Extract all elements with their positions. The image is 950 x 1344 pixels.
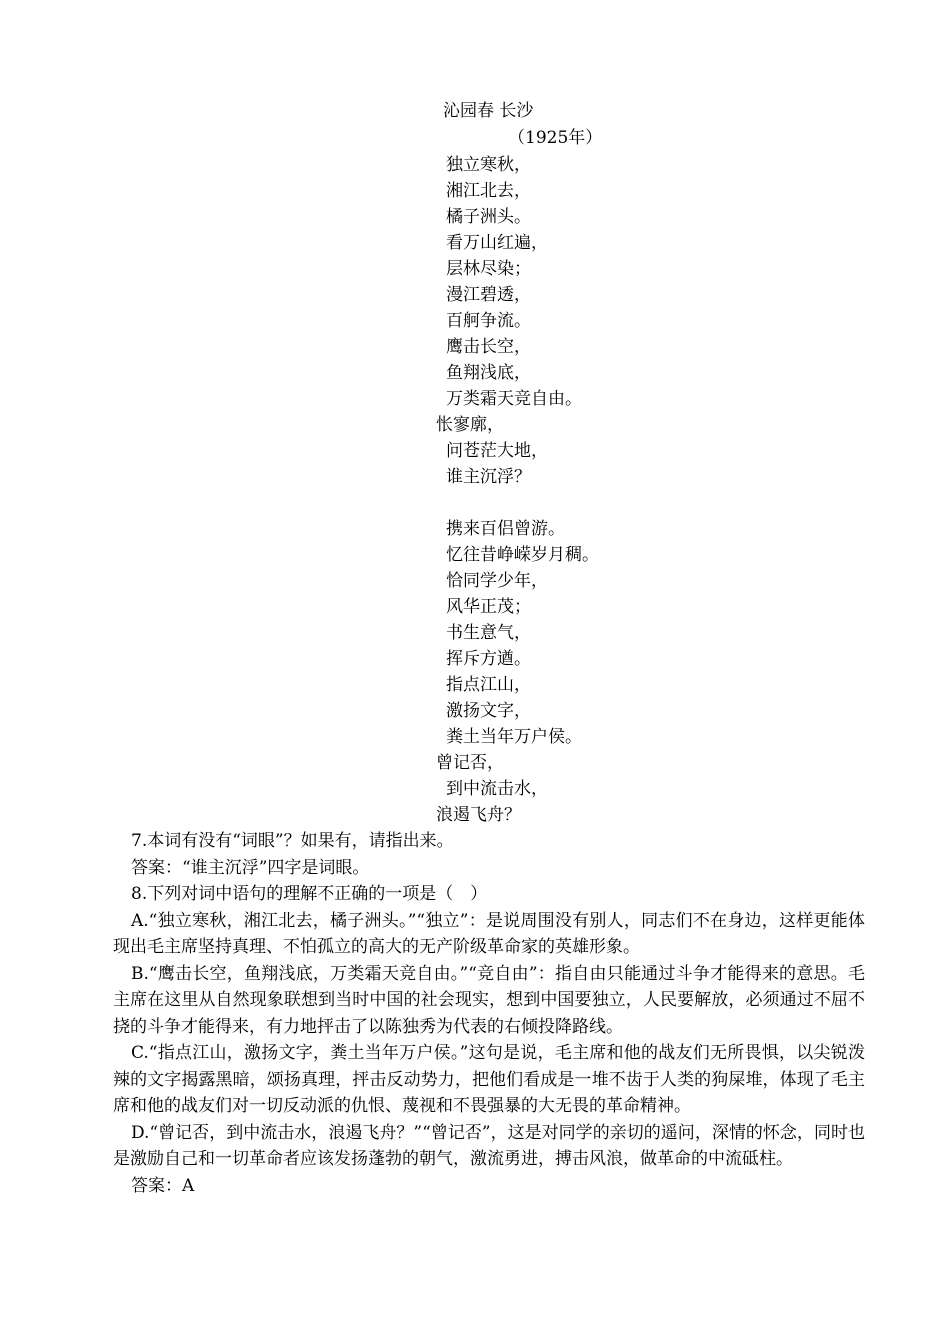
poem-line: 独立寒秋， [446, 155, 531, 175]
option-d: D.“曾记否，到中流击水，浪遏飞舟？”“曾记否”，这是对同学的亲切的遥问，深情的怀念，同时也是激励自己和一切革命者应该发扬蓬勃的朝气，激流勇进，搏击风浪，做革命的中流砥柱。 [113, 1122, 865, 1169]
question-7-answer: 答案：“谁主沉浮”四字是词眼。 [131, 857, 370, 878]
poem-line: 挥斥方遒。 [446, 649, 531, 669]
question-7: 7.本词有没有“词眼”？如果有，请指出来。 [131, 831, 454, 851]
option-a: A.“独立寒秋，湘江北去，橘子洲头。”“独立”：是说周围没有别人，同志们不在身边，这样更能体现出毛主席坚持真理、不怕孤立的高大的无产阶级革命家的英雄形象。 [113, 910, 865, 957]
poem-line: 到中流击水， [446, 779, 548, 799]
poem-line: 曾记否， [436, 753, 504, 773]
poem-line: 谁主沉浮？ [446, 467, 531, 487]
poem-line: 橘子洲头。 [446, 207, 531, 227]
poem-title: 沁园春 长沙 [443, 101, 534, 121]
poem-line: 百舸争流。 [446, 311, 531, 331]
poem-line: 问苍茫大地， [446, 441, 548, 461]
poem-line: 激扬文字， [446, 701, 531, 721]
poem-line: 湘江北去， [446, 181, 531, 201]
question-8-answer: 答案：A [131, 1175, 195, 1196]
poem-line: 指点江山， [446, 675, 531, 695]
option-b: B.“鹰击长空，鱼翔浅底，万类霜天竞自由。”“竞自由”：指自由只能通过斗争才能得来的意思。毛主席在这里从自然现象联想到当时中国的社会现实，想到中国要独立，人民要解放，必须通过不屈不挠的斗争才能得来，有力地抨击了以陈独秀为代表的右倾投降路线。 [113, 963, 865, 1037]
questions-section [113, 828, 865, 1199]
poem-line: 携来百侣曾游。 [446, 519, 565, 539]
question-8: 8.下列对词中语句的理解不正确的一项是（ ） [131, 884, 488, 904]
poem-line: 鱼翔浅底， [446, 363, 531, 383]
option-c: C.“指点江山，激扬文字，粪土当年万户侯。”这句是说，毛主席和他的战友们无所畏惧，以尖锐泼辣的文字揭露黑暗，颂扬真理，抨击反动势力，把他们看成是一堆不齿于人类的狗屎堆，体现了毛主席和他的战友们对一切反动派的仇恨、蔑视和不畏强暴的大无畏的革命精神。 [113, 1043, 865, 1116]
poem-line: 漫江碧透， [446, 285, 531, 305]
poem-year: （1925年） [508, 128, 603, 148]
poem-line: 浪遏飞舟？ [436, 805, 521, 825]
poem-line: 风华正茂； [446, 597, 531, 617]
poem-line: 层林尽染； [446, 259, 531, 279]
poem-line: 恰同学少年， [446, 571, 548, 591]
poem-line: 万类霜天竞自由。 [446, 389, 582, 409]
poem-line: 看万山红遍， [446, 233, 548, 253]
poem-line: 书生意气， [446, 623, 531, 643]
poem-line: 怅寥廓， [436, 415, 504, 435]
poem-line: 忆往昔峥嵘岁月稠。 [446, 545, 599, 565]
poem-line: 粪土当年万户侯。 [446, 727, 582, 747]
poem-line: 鹰击长空， [446, 337, 531, 357]
